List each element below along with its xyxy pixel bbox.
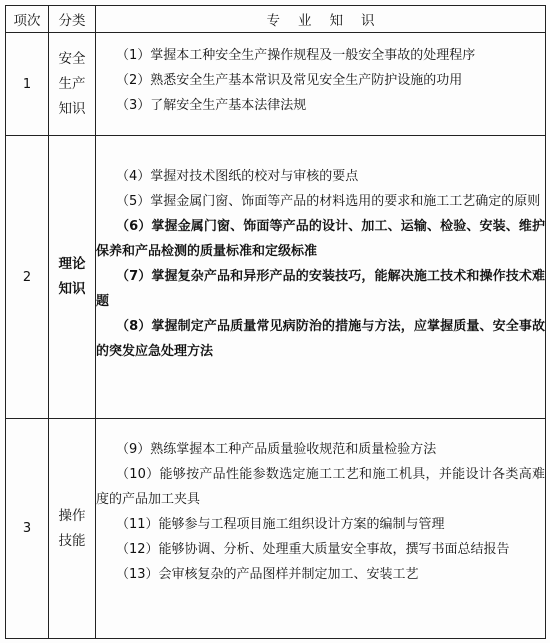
row-index: 1 (6, 33, 49, 136)
category-line: 理论 (58, 256, 86, 272)
knowledge-item: （5）掌握金属门窗、饰面等产品的材料选用的要求和施工工艺确定的原则 (116, 194, 541, 209)
knowledge-item: （13）会审核复杂的产品图样并制定加工、安装工艺 (116, 567, 419, 582)
category-line: 操作 (58, 507, 86, 524)
knowledge-table (5, 5, 546, 639)
knowledge-item: （11）能够参与工程项目施工组织设计方案的编制与管理 (116, 517, 445, 532)
row-index: 3 (6, 419, 49, 639)
knowledge-item: （10）能够按产品性能参数选定施工工艺和施工机具，并能设计各类高难度的产品加工夹具 (96, 467, 545, 507)
knowledge-item: （9）熟练掌握本工种产品质量验收规范和质量检验方法 (116, 442, 437, 457)
row-category (49, 136, 96, 419)
knowledge-item: （12）能够协调、分析、处理重大质量安全事故，撰写书面总结报告 (116, 542, 510, 557)
category-line: 技能 (58, 532, 86, 549)
knowledge-item: （6）掌握金属门窗、饰面等产品的设计、加工、运输、检验、安装、维护保养和产品检测的质量标准和定级标准 (96, 219, 545, 259)
row-index: 2 (6, 136, 49, 419)
knowledge-item: （3）了解安全生产基本法律法规 (116, 98, 307, 113)
category-line: 安全 (58, 50, 86, 67)
category-line: 生产 (58, 75, 86, 92)
header-category: 分类 (49, 6, 96, 33)
knowledge-item: （1）掌握本工种安全生产操作规程及一般安全事故的处理程序 (116, 48, 476, 63)
category-line: 知识 (58, 100, 86, 117)
knowledge-item: （8）掌握制定产品质量常见病防治的措施与方法，应掌握质量、安全事故的突发应急处理方法 (96, 319, 545, 359)
knowledge-item: （7）掌握复杂产品和异形产品的安装技巧，能解决施工技术和操作技术难题 (96, 269, 545, 309)
category-line: 知识 (58, 281, 86, 297)
row-category (49, 419, 96, 639)
header-row (6, 6, 546, 33)
table-row (6, 419, 546, 639)
row-items (96, 419, 546, 639)
row-category (49, 33, 96, 136)
knowledge-item: （4）掌握对技术图纸的校对与审核的要点 (116, 169, 359, 184)
row-items (96, 33, 546, 136)
table-row (6, 33, 546, 136)
knowledge-item: （2）熟悉安全生产基本常识及常见安全生产防护设施的功用 (116, 73, 463, 88)
row-items (96, 136, 546, 419)
header-knowledge: 专业知识 (96, 6, 546, 33)
header-index: 项次 (6, 6, 49, 33)
table-row (6, 136, 546, 419)
